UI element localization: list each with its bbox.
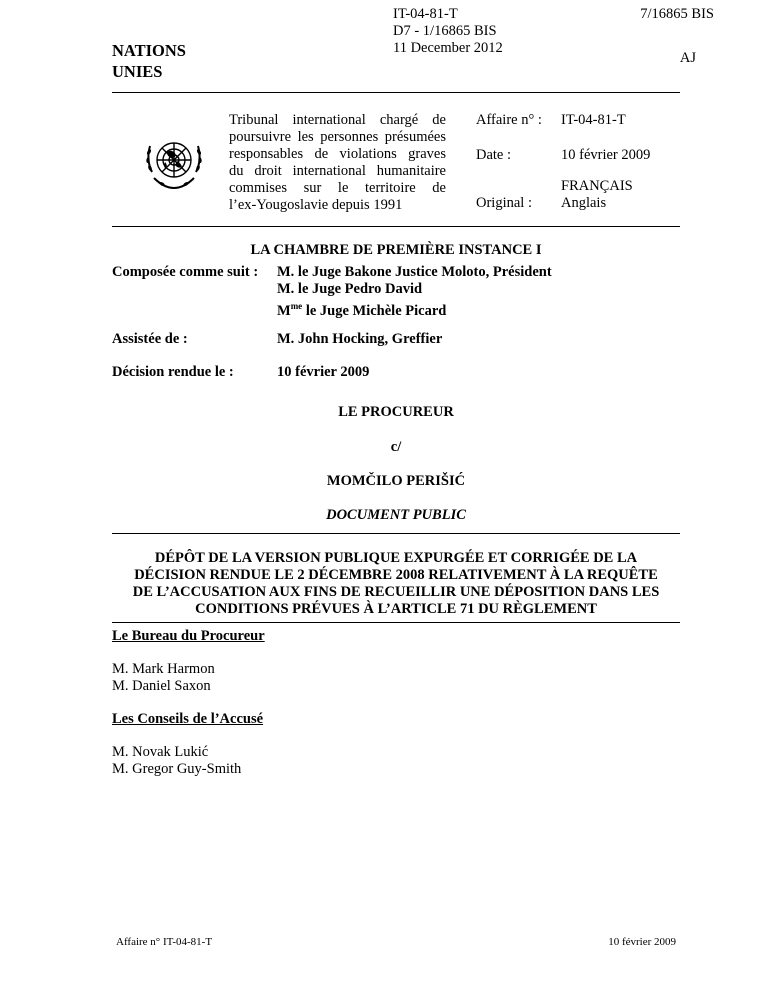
- judge-3-rest: le Juge Michèle Picard: [302, 302, 447, 319]
- versus: c/: [390, 439, 402, 455]
- prosecution-member: M. Mark Harmon: [112, 661, 215, 677]
- original-value-1: FRANÇAIS: [561, 178, 633, 194]
- judge-3-sup: me: [290, 301, 303, 311]
- stamp-case-ref: IT-04-81-T: [393, 6, 458, 22]
- defence-member: M. Novak Lukić: [112, 744, 209, 760]
- judges-list: [277, 264, 552, 320]
- date-label: Date :: [476, 147, 512, 163]
- tribunal-line: du droit international humanitaire: [229, 163, 446, 179]
- defence-member: M. Gregor Guy-Smith: [112, 761, 242, 777]
- stamp-block: [393, 6, 553, 57]
- prosecutor: LE PROCUREUR: [338, 404, 454, 420]
- original-value-2: Anglais: [561, 195, 607, 211]
- date-value: 10 février 2009: [561, 147, 651, 163]
- defence-heading: Les Conseils de l’Accusé: [112, 711, 264, 727]
- accused: MOMČILO PERIŠIĆ: [326, 473, 466, 489]
- org-name-line1: NATIONS: [112, 41, 186, 60]
- stamp-initials: AJ: [679, 50, 696, 66]
- header-bottom-rule: [112, 226, 680, 227]
- judge-1: M. le Juge Bakone Justice Moloto, Président: [277, 264, 552, 280]
- document-title: [112, 550, 680, 618]
- defence-members: [112, 744, 241, 778]
- original-label: Original :: [476, 195, 532, 211]
- org-name: [112, 40, 186, 82]
- judge-3: [277, 298, 552, 320]
- tribunal-line: responsables de violations graves: [229, 146, 446, 162]
- tribunal-line: l’ex-Yougoslavie depuis 1991: [229, 197, 403, 213]
- assisted-label: Assistée de :: [112, 331, 188, 347]
- prosecution-heading: Le Bureau du Procureur: [112, 628, 265, 644]
- composed-label: Composée comme suit :: [112, 264, 259, 280]
- title-line: DÉPÔT DE LA VERSION PUBLIQUE EXPURGÉE ET CORRIGÉE DE LA: [154, 550, 638, 566]
- tribunal-line: commises sur le territoire de: [229, 180, 446, 196]
- header-rule: [112, 92, 680, 93]
- chamber-title: LA CHAMBRE DE PREMIÈRE INSTANCE I: [250, 242, 542, 258]
- decision-value: 10 février 2009: [277, 364, 370, 380]
- judge-2: M. le Juge Pedro David: [277, 281, 423, 297]
- affaire-value: IT-04-81-T: [561, 112, 626, 128]
- tribunal-line: poursuivre les personnes présumées: [229, 129, 446, 145]
- footer-date: 10 février 2009: [608, 936, 676, 948]
- decision-label: Décision rendue le :: [112, 364, 234, 380]
- title-line: DÉCISION RENDUE LE 2 DÉCEMBRE 2008 RELATIVEMENT À LA REQUÊTE: [134, 567, 658, 583]
- prosecution-member: M. Daniel Saxon: [112, 678, 211, 694]
- prosecution-members: [112, 661, 215, 695]
- stamp-date: 11 December 2012: [393, 40, 503, 56]
- un-emblem-icon: [140, 128, 208, 196]
- tribunal-line: Tribunal international chargé de: [229, 112, 446, 128]
- public-notice: DOCUMENT PUBLIC: [326, 507, 466, 523]
- title-bottom-rule: [112, 622, 680, 623]
- stamp-doc-ref: D7 - 1/16865 BIS: [393, 23, 497, 39]
- org-name-line2: UNIES: [112, 62, 163, 81]
- assisted-value: M. John Hocking, Greffier: [277, 331, 443, 347]
- title-top-rule: [112, 533, 680, 534]
- stamp-page-ref: 7/16865 BIS: [640, 6, 714, 22]
- affaire-label: Affaire n° :: [476, 112, 542, 128]
- un-emblem: [140, 128, 208, 196]
- original-values: [561, 178, 633, 212]
- tribunal-description: [229, 112, 446, 214]
- title-line: DE L’ACCUSATION AUX FINS DE RECUEILLIR UNE DÉPOSITION DANS LES: [132, 584, 660, 600]
- judge-3-prefix: M: [277, 302, 291, 319]
- title-line: CONDITIONS PRÉVUES À L’ARTICLE 71 DU RÈGLEMENT: [195, 601, 597, 617]
- footer-case-ref: Affaire n° IT-04-81-T: [116, 936, 213, 948]
